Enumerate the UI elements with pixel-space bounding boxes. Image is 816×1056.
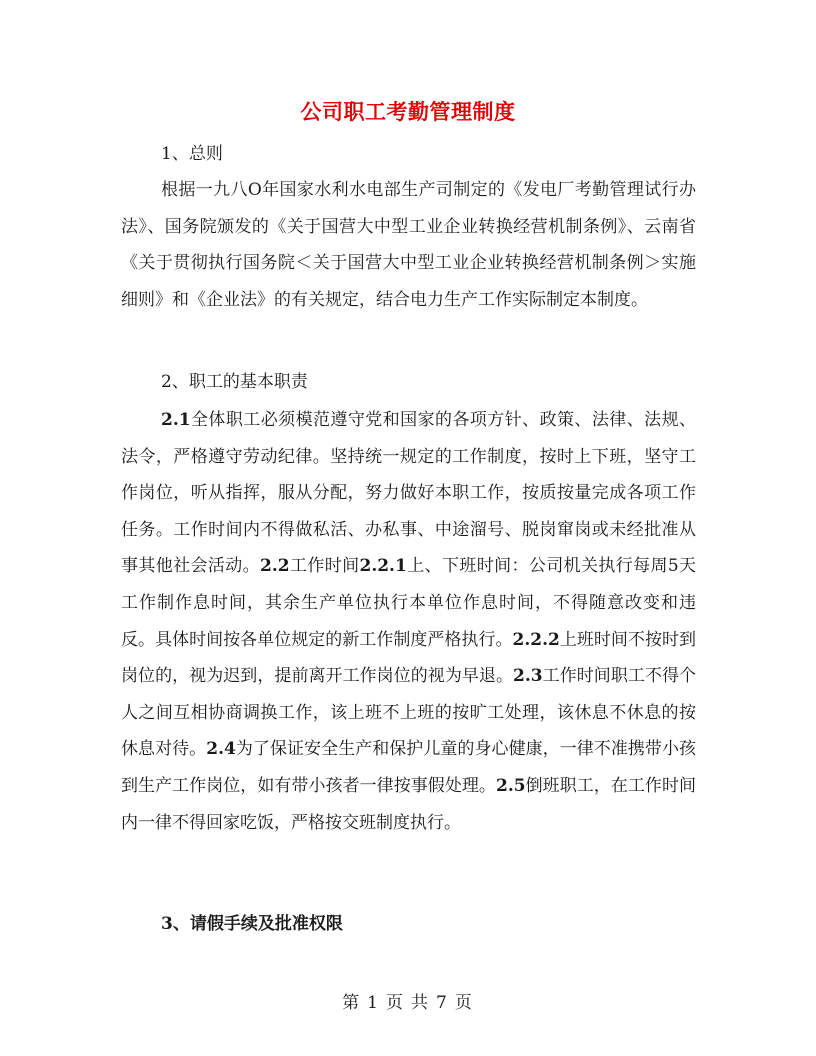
footer-page-label: 页 — [386, 993, 405, 1013]
section-heading-general: 1、总则 — [161, 144, 223, 164]
section-heading-duties: 2、职工的基本职责 — [161, 372, 308, 392]
clause-number: 2.2.2 — [512, 629, 560, 650]
clause-number: 2.5 — [495, 775, 526, 796]
section-heading-leave: 3、请假手续及批准权限 — [161, 914, 343, 934]
clause-number: 2.3 — [513, 666, 543, 687]
clause-text: 工作时间 — [289, 556, 360, 577]
clause-text: 为了保证安全生产和保护儿童的身心健康，一律不准携带小孩到生产工作岗位，如有带小孩者一律按事假处理。 — [121, 739, 697, 796]
clause-number: 2.2.1 — [359, 556, 407, 577]
page-footer — [0, 988, 816, 1013]
clause-number: 2.2 — [260, 556, 290, 577]
footer-page-prefix: 第 — [342, 993, 362, 1013]
clause-text: 倒班职工，在工作时间内一律不得回家吃饭，严格按交班制度执行。 — [121, 775, 697, 833]
clause-number: 2.1 — [161, 410, 191, 430]
clause-number: 2.4 — [206, 739, 236, 760]
footer-page-number: 1 — [367, 993, 380, 1013]
clause-text: 上班时间不按时到岗位的，视为迟到，提前离开工作岗位的视为早退。 — [121, 629, 697, 687]
clause-text: 上、下班时间：公司机关执行每周5天工作制作息时间，其余生产单位执行本单位作息时间，不得随意改变和违反。具体时间按各单位规定的新工作制度严格执行。 — [121, 556, 697, 650]
section-body-general: 根据一九八O年国家水利水电部生产司制定的《发电厂考勤管理试行办法》、国务院颁发的《关于国营大中型工业企业转换经营机制条例》、云南省《关于贯彻执行国务院＜关于国营大中型工业企业转换经营机制条例＞实施细则》和《企业法》的有关规定，结合电力生产工作实际制定本制度。 — [121, 180, 696, 310]
footer-total-pages: 7 — [436, 993, 449, 1013]
clause-text: 工作时间职工不得个人之间互相协商调换工作，该上班不上班的按旷工处理，该休息不休息的按休息对待。 — [121, 666, 697, 760]
section-body-duties — [121, 402, 696, 841]
document-title: 公司职工考勤管理制度 — [300, 99, 516, 124]
footer-total-suffix: 页 — [454, 993, 474, 1013]
clause-text: 全体职工必须模范遵守党和国家的各项方针、政策、法律、法规、法令，严格遵守劳动纪律。坚持统一规定的工作制度，按时上下班，坚守工作岗位，听从指挥，服从分配，努力做好本职工作，按质按量完成各项工作任务。工作时间内不得做私活、办私事、中途溜号、脱岗窜岗或未经批准从事其他社会活动。 — [121, 410, 696, 577]
footer-total-prefix: 共 — [411, 993, 430, 1013]
